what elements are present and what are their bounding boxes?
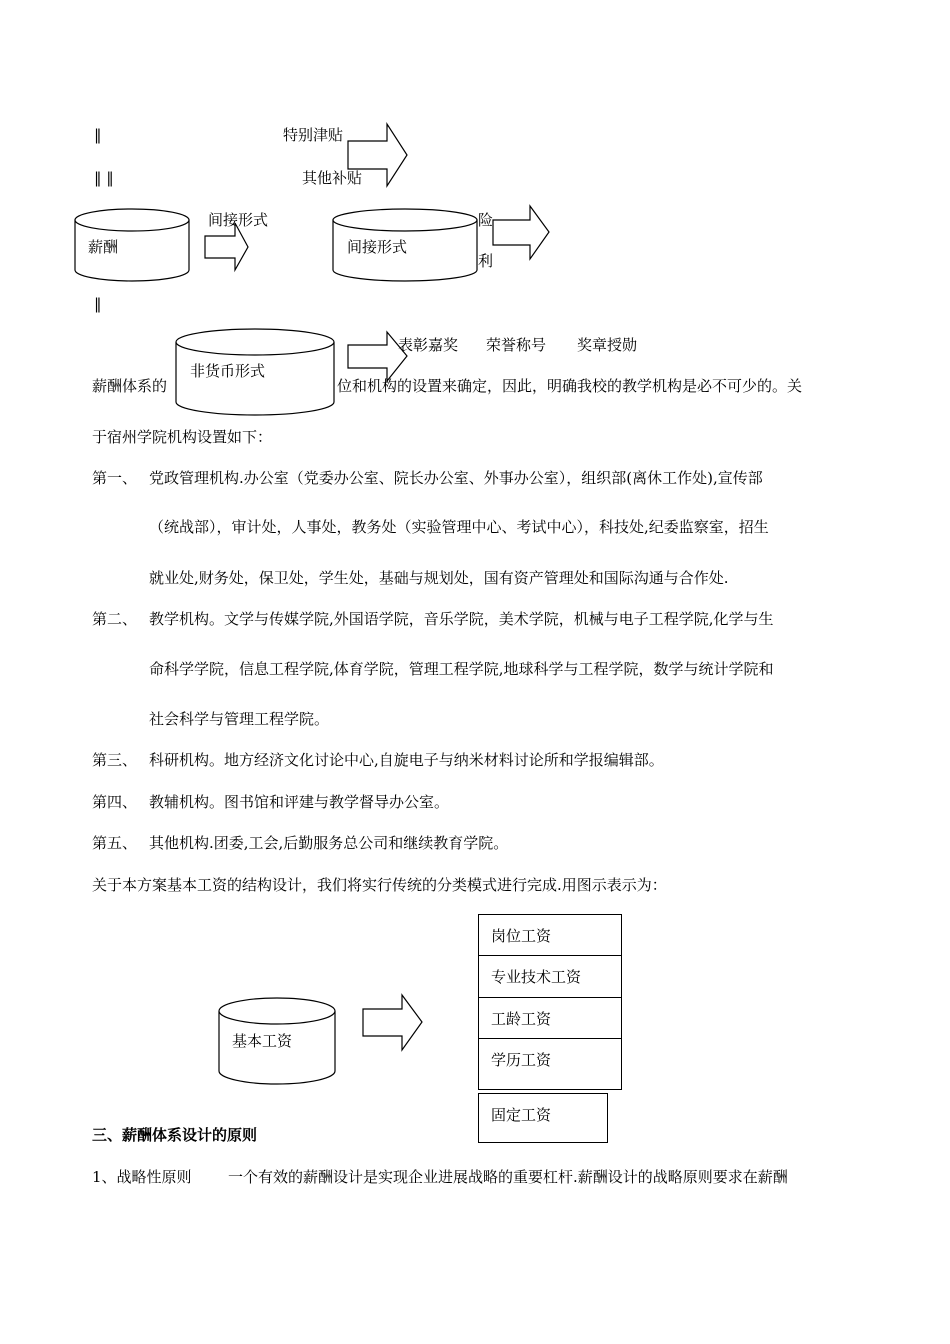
item-label: 第五、 xyxy=(92,834,138,852)
honor-commendation: 表彰嘉奖 xyxy=(398,336,459,354)
item-line: 就业处,财务处，保卫处，学生处，基础与规划处，国有资产管理处和国际沟通与合作处. xyxy=(149,569,729,587)
item-line: （统战部），审计处，人事处，教务处（实验管理中心、考试中心），科技处,纪委监察室，招生 xyxy=(149,518,769,536)
salary-node-label: 薪酬 xyxy=(88,238,119,256)
other-subsidy-label: 其他补贴 xyxy=(302,169,363,187)
section-heading: 三、薪酬体系设计的原则 xyxy=(92,1126,258,1144)
item-line: 科研机构。地方经济文化讨论中心,自旋电子与纳米材料讨论所和学报编辑部。 xyxy=(149,751,664,769)
item-line: 命科学学院，信息工程学院,体育学院，管理工程学院,地球科学与工程学院，数学与统计学院和 xyxy=(149,660,774,678)
non-monetary-node-label: 非货币形式 xyxy=(190,362,266,380)
component-label: 专业技术工资 xyxy=(491,968,582,986)
fixed-salary-label: 固定工资 xyxy=(491,1106,552,1124)
item-line: 教辅机构。图书馆和评建与教学督导办公室。 xyxy=(149,793,450,811)
item-label: 第三、 xyxy=(92,751,138,769)
item-label: 第二、 xyxy=(92,610,138,628)
component-row xyxy=(478,997,622,1039)
base-salary-label: 基本工资 xyxy=(232,1032,293,1050)
item-line: 其他机构.团委,工会,后勤服务总公司和继续教育学院。 xyxy=(149,834,509,852)
double-bar-mark: ‖ ‖ xyxy=(94,169,114,187)
vertical-bar-mark: ‖ xyxy=(94,126,102,144)
welfare-cut-label: 利 xyxy=(478,252,494,270)
arrow-right-icon xyxy=(492,205,552,261)
component-row xyxy=(478,914,622,956)
item-line: 教学机构。文学与传媒学院,外国语学院，音乐学院，美术学院，机械与电子工程学院,化学与生 xyxy=(149,610,774,628)
insurance-cut-label: 险 xyxy=(478,211,494,229)
intro-line1-end: 位和机构的设置来确定，因此，明确我校的教学机构是必不可少的。关 xyxy=(337,377,803,395)
arrow-right-icon xyxy=(362,994,424,1052)
indirect-node-label: 间接形式 xyxy=(347,238,408,256)
item-label: 第四、 xyxy=(92,793,138,811)
intro-line1-start: 薪酬体系的 xyxy=(92,377,168,395)
principle-text: 一个有效的薪酬设计是实现企业进展战略的重要杠杆.薪酬设计的战略原则要求在薪酬 xyxy=(228,1168,788,1186)
structure-intro: 关于本方案基本工资的结构设计，我们将实行传统的分类模式进行完成.用图示表示为： xyxy=(92,876,667,894)
component-label: 工龄工资 xyxy=(491,1010,552,1028)
indirect-form-cut-label: 间接形式 xyxy=(208,211,269,229)
item-line: 党政管理机构.办公室（党委办公室、院长办公室、外事办公室），组织部(离休工作处),宣传部 xyxy=(149,469,763,487)
item-line: 社会科学与管理工程学院。 xyxy=(149,710,330,728)
intro-line2: 于宿州学院机构设置如下： xyxy=(92,428,273,446)
honor-title: 荣誉称号 xyxy=(486,336,547,354)
component-row xyxy=(478,1038,622,1090)
principle-label: 1、战略性原则 xyxy=(92,1168,192,1186)
arrow-right-icon xyxy=(204,222,250,272)
vertical-bar-mark: ‖ xyxy=(94,295,102,313)
component-label: 岗位工资 xyxy=(491,927,552,945)
component-row xyxy=(478,955,622,997)
fixed-salary-box xyxy=(478,1093,608,1143)
item-label: 第一、 xyxy=(92,469,138,487)
component-label: 学历工资 xyxy=(491,1051,552,1069)
special-allowance-label: 特别津贴 xyxy=(283,126,344,144)
honor-medal: 奖章授勋 xyxy=(577,336,638,354)
